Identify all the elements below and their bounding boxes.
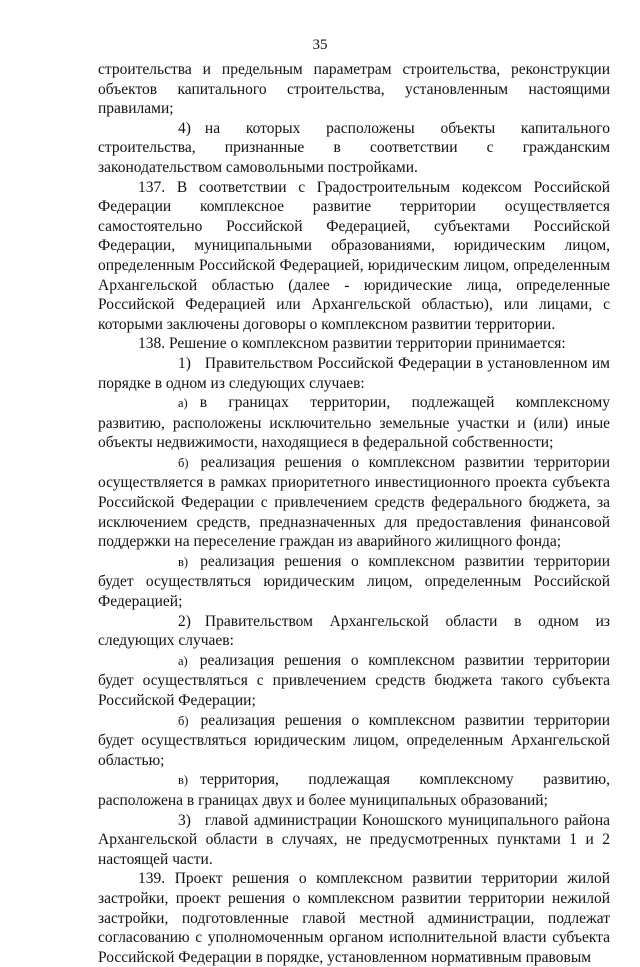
paragraph-138: 138. Решение о комплексном развитии территории принимается: [138,335,566,353]
paragraph-138-item-3: 3) главой администрации Коношского муниципального района Архангельской области в случаях, не предусмотренных пунктами 1 и 2 настоящей части. [98,811,610,868]
paragraph-continuation: строительства и предельным параметрам строительства, реконструкции объектов капитального строительства, установленным настоящими правилами; [98,61,610,118]
paragraph-138-1-b: б) реализация решения о комплексном развитии территории осуществляется в рамках приоритетного инвестиционного проекта субъекта Российской Федерации с привлечением средств федерального бюджета, за исключением средств, предназначенных для предоставления финансовой поддержки на переселение граждан из аварийного жилищного фонда; [98,453,610,551]
paragraph-138-1-v: в) реализация решения о комплексном развитии территории будет осуществляться юридическим лицом, определенным Российской Федерацией; [98,552,610,611]
page-number: 35 [312,37,328,53]
document-body [98,60,610,967]
paragraph-item-4: 4) на которых расположены объекты капитального строительства, признанные в соответствии с гражданским законодательством самовольными постройками. [98,119,610,176]
paragraph-138-1-a: а) в границах территории, подлежащей комплексному развитию, расположены исключительно земельные участки и (или) иные объекты недвижимости, находящиеся в федеральной собственности; [98,394,610,452]
paragraph-138-item-1: 1) Правительством Российской Федерации в установленном им порядке в одном из следующих случаев: [98,354,610,392]
paragraph-138-2-v: в) территория, подлежащая комплексному развитию, расположена в границах двух и более муниципальных образований; [98,771,610,809]
paragraph-138-item-2: 2) Правительством Архангельской области в одном из следующих случаев: [98,612,610,650]
paragraph-138-2-a: а) реализация решения о комплексном развитии территории будет осуществляться с привлечением средств бюджета такого субъекта Российской Федерации; [98,651,610,709]
paragraph-137: 137. В соответствии с Градостроительным кодексом Российской Федерации комплексное развитие территории осуществляется самостоятельно Российской Федерацией, субъектами Российской Федерации, муниципальными образованиями, юридическим лицом, определенным Российской Федерацией, юридическим лицом, определенным Архангельской областью (далее - юридические лица, определенные Российской Федерацией или Архангельской областью), или лицами, с которыми заключены договоры о комплексном развитии территории. [98,178,610,333]
paragraph-138-2-b: б) реализация решения о комплексном развитии территории будет осуществляться юридическим лицом, определенным Архангельской областью; [98,711,610,769]
paragraph-139: 139. Проект решения о комплексном развитии территории жилой застройки, проект решения о комплексном развитии территории нежилой застройки, подготовленные главой местной администрации, подлежат согласованию с уполномоченным органом исполнительной власти субъекта Российской Федерации в порядке, установленном нормативным правовым [98,870,610,966]
